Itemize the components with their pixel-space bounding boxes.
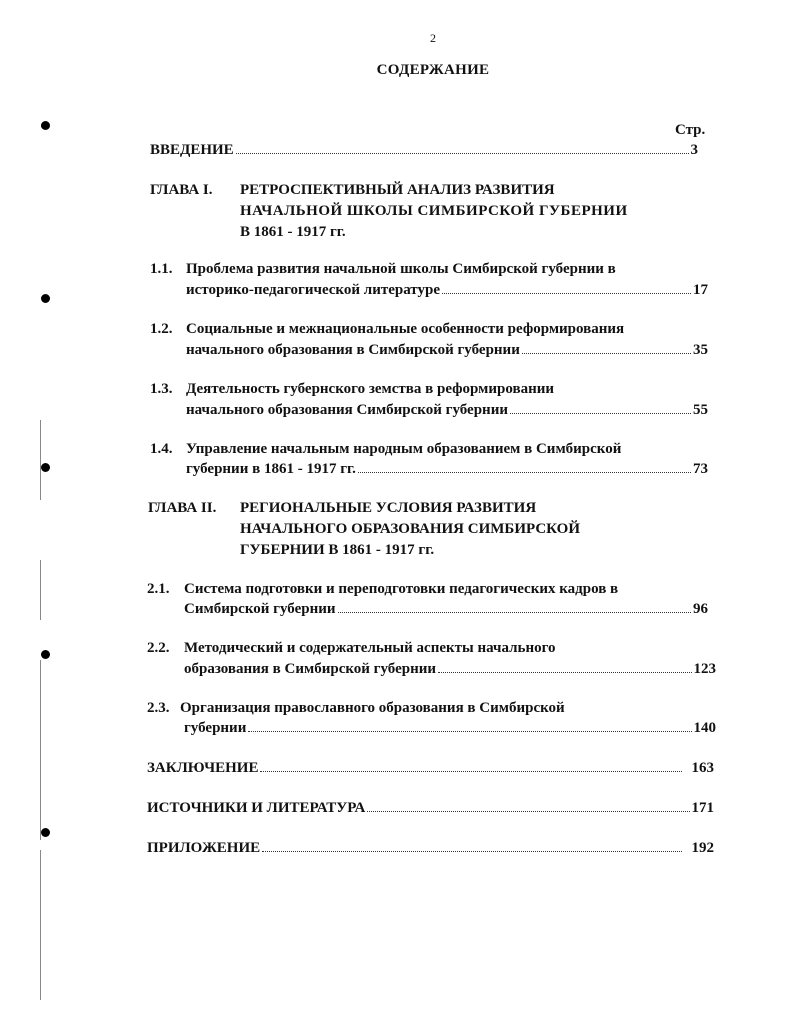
toc-section-title-line[interactable]: Методический и содержательный аспекты начального <box>184 640 556 656</box>
dot-leader <box>236 153 689 154</box>
toc-page-number: 55 <box>693 402 708 418</box>
toc-entry-sources[interactable] <box>147 800 714 817</box>
toc-page-number: 123 <box>693 661 716 677</box>
toc-section-title-line: губернии в 1861 - 1917 гг. <box>186 461 356 477</box>
toc-page-number: 192 <box>691 840 714 856</box>
toc-section-title-line: Симбирской губернии <box>184 601 336 617</box>
dot-leader <box>522 353 691 354</box>
binding-hole-mark <box>41 121 50 130</box>
dot-leader <box>438 672 691 673</box>
chapter-1-heading <box>150 180 710 246</box>
toc-entry-section-2-1[interactable] <box>184 601 708 618</box>
toc-entry-section-1-1[interactable] <box>186 282 708 299</box>
toc-entry-section-1-4[interactable] <box>186 461 708 478</box>
dot-leader <box>248 731 691 732</box>
scan-margin-line <box>40 560 41 620</box>
toc-section-number: 1.3. <box>150 381 173 397</box>
toc-section-number: 1.4. <box>150 441 173 457</box>
page-column-label: Стр. <box>675 122 706 138</box>
toc-entry-label: ВВЕДЕНИЕ <box>150 142 234 158</box>
chapter-title-line: ГУБЕРНИИ В 1861 - 1917 гг. <box>240 542 435 558</box>
binding-hole-mark <box>41 294 50 303</box>
toc-entry-section-2-3[interactable] <box>184 720 716 737</box>
toc-section-number: 2.2. <box>147 640 170 656</box>
toc-section-title-line[interactable]: Социальные и межнациональные особенности реформирования <box>186 321 625 337</box>
toc-page-number: 171 <box>691 800 714 816</box>
chapter-title-line: НАЧАЛЬНОГО ОБРАЗОВАНИЯ СИМБИРСКОЙ <box>240 521 581 537</box>
toc-section-title-line: начального образования в Симбирской губернии <box>186 342 520 358</box>
dot-leader <box>510 413 691 414</box>
toc-entry-conclusion[interactable] <box>147 760 714 777</box>
toc-section-number: 1.1. <box>150 261 173 277</box>
toc-page-number: 17 <box>693 282 708 298</box>
toc-entry-introduction[interactable] <box>150 142 698 159</box>
toc-page-number: 96 <box>693 601 708 617</box>
chapter-title-line: РЕТРОСПЕКТИВНЫЙ АНАЛИЗ РАЗВИТИЯ <box>240 182 555 198</box>
toc-page-number: 73 <box>693 461 708 477</box>
toc-section-title-line: начального образования Симбирской губернии <box>186 402 508 418</box>
scan-margin-line <box>40 850 41 1000</box>
toc-entry-appendix[interactable] <box>147 840 714 857</box>
binding-hole-mark <box>41 828 50 837</box>
toc-section-title-line: губернии <box>184 720 247 736</box>
toc-section-number: 2.3. <box>147 700 170 716</box>
dot-leader <box>442 293 691 294</box>
page-number: 2 <box>430 31 436 45</box>
page-title: СОДЕРЖАНИЕ <box>376 62 490 78</box>
binding-hole-mark <box>41 463 50 472</box>
chapter-2-heading <box>148 498 708 564</box>
toc-section-title-line: историко-педагогической литературе <box>186 282 440 298</box>
toc-entry-label: ИСТОЧНИКИ И ЛИТЕРАТУРА <box>147 800 366 816</box>
scan-margin-line <box>40 420 41 500</box>
binding-hole-mark <box>41 650 50 659</box>
toc-section-number: 2.1. <box>147 581 170 597</box>
dot-leader <box>358 472 691 473</box>
toc-section-title-line[interactable]: Проблема развития начальной школы Симбирской губернии в <box>186 261 616 277</box>
chapter-title-line: РЕГИОНАЛЬНЫЕ УСЛОВИЯ РАЗВИТИЯ <box>240 500 537 516</box>
chapter-title-line: В 1861 - 1917 гг. <box>240 224 346 240</box>
toc-entry-label: ПРИЛОЖЕНИЕ <box>147 840 261 856</box>
toc-page-number: 163 <box>691 760 714 776</box>
toc-section-number: 1.2. <box>150 321 173 337</box>
dot-leader <box>338 612 691 613</box>
dot-leader <box>260 771 681 772</box>
toc-page-number: 140 <box>693 720 716 736</box>
chapter-label: ГЛАВА II. <box>148 500 217 516</box>
dot-leader <box>367 811 689 812</box>
toc-entry-section-1-3[interactable] <box>186 402 708 419</box>
toc-page-number: 3 <box>690 142 698 158</box>
toc-page-number: 35 <box>693 342 708 358</box>
toc-section-title-line[interactable]: Организация православного образования в Симбирской <box>180 700 565 716</box>
toc-section-title-line[interactable]: Система подготовки и переподготовки педагогических кадров в <box>184 581 619 597</box>
toc-entry-label: ЗАКЛЮЧЕНИЕ <box>147 760 259 776</box>
toc-section-title-line[interactable]: Управление начальным народным образованием в Симбирской <box>186 441 622 457</box>
dot-leader <box>262 851 681 852</box>
chapter-label: ГЛАВА I. <box>150 182 213 198</box>
toc-entry-section-1-2[interactable] <box>186 342 708 359</box>
chapter-title-line: НАЧАЛЬНОЙ ШКОЛЫ СИМБИРСКОЙ ГУБЕРНИИ <box>240 203 628 219</box>
scan-margin-line <box>40 660 41 840</box>
toc-entry-section-2-2[interactable] <box>184 661 716 678</box>
toc-section-title-line[interactable]: Деятельность губернского земства в реформировании <box>186 381 555 397</box>
toc-section-title-line: образования в Симбирской губернии <box>184 661 437 677</box>
